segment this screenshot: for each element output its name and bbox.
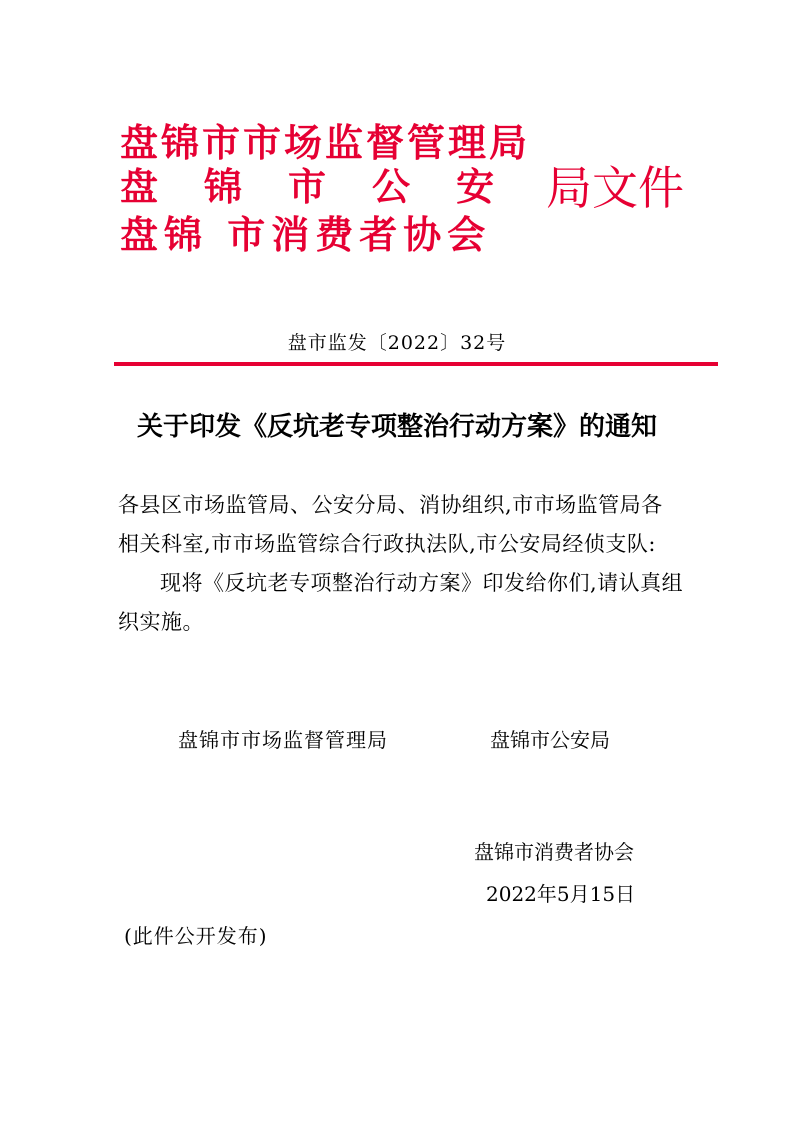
issuer-char: 市 [288, 165, 327, 209]
document-title: 关于印发《反坑老专项整治行动方案》的通知 [136, 412, 657, 442]
main-paragraph: 现将《反坑老专项整治行动方案》印发给你们,请认真组织实施。 [118, 571, 684, 634]
document-type-label: 局文件 [546, 161, 684, 215]
issuer-char: 锦 [204, 165, 243, 209]
publication-note: (此件公开发布) [124, 924, 268, 948]
issuer-line-public-security [120, 164, 494, 210]
issuer-line-market-regulation: 盘锦市市场监督管理局 [120, 121, 531, 165]
document-body [118, 486, 684, 642]
issuer-char: 安 [456, 165, 495, 209]
signature-market-regulation: 盘锦市市场监督管理局 [178, 728, 388, 752]
issuer-line-consumer-association: 盘锦 市消费者协会 [120, 213, 492, 257]
issue-date: 2022年5月15日 [486, 882, 636, 906]
red-divider [114, 362, 718, 366]
issuer-char: 盘 [120, 165, 159, 209]
document-number: 盘市监发〔2022〕32号 [287, 332, 507, 354]
signature-consumer-association: 盘锦市消费者协会 [474, 840, 634, 864]
recipients-paragraph: 各县区市场监管局、公安分局、消协组织,市市场监管局各相关科室,市市场监管综合行政执法队,市公安局经侦支队: [118, 493, 663, 556]
issuer-char: 公 [372, 165, 411, 209]
signature-public-security: 盘锦市公安局 [490, 728, 610, 752]
